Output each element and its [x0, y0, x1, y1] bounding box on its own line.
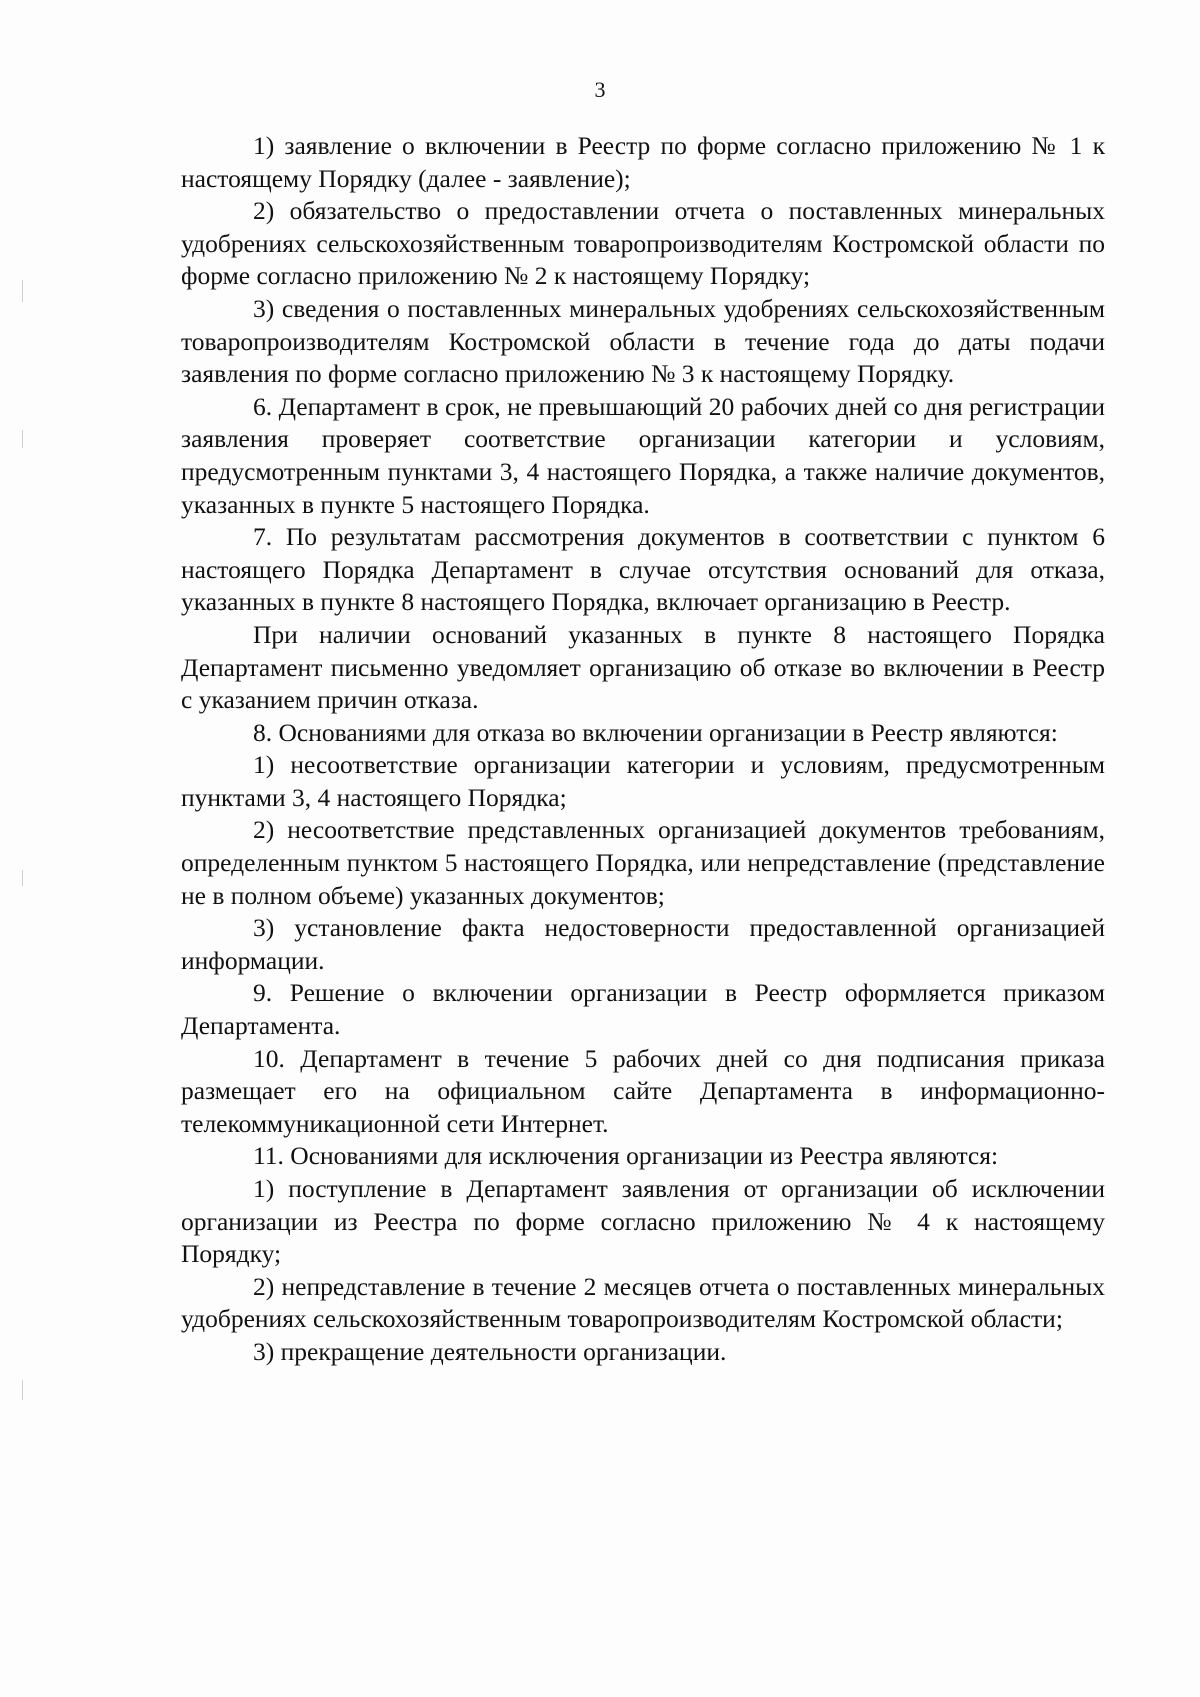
paragraph-obligation: 2) обязательство о предоставлении отчета о поставленных минеральных удобрениях сельскохозяйственным товаропроизводителям Костромской области по форме согласно приложению № 2 к настоящему Порядку; [181, 196, 1105, 291]
scan-artifact [22, 430, 23, 448]
page-number: 3 [594, 77, 606, 102]
document-body [181, 130, 1105, 1369]
paragraph-exclusion-ground-3: 3) прекращение деятельности организации. [253, 1336, 727, 1366]
scan-artifact [22, 280, 23, 302]
paragraph-refusal-ground-1: 1) несоответствие организации категории и условиям, предусмотренным пунктами 3, 4 настоящего Порядка; [181, 750, 1105, 812]
paragraph-refusal-ground-2: 2) несоответствие представленных организацией документов требованиям, определенным пунктом 5 настоящего Порядка, или непредставление (представление не в полном объеме) указанных документов; [181, 815, 1105, 910]
paragraph-exclusion-ground-2: 2) непредставление в течение 2 месяцев отчета о поставленных минеральных удобрениях сельскохозяйственным товаропроизводителям Костромской области; [181, 1271, 1105, 1334]
paragraph-item-7: 7. По результатам рассмотрения документов в соответствии с пунктом 6 настоящего Порядка Департамент в случае отсутствия оснований для отказа, указанных в пункте 8 настоящего Порядка, включает организацию в Реестр. [181, 522, 1105, 617]
paragraph-supply-info: 3) сведения о поставленных минеральных удобрениях сельскохозяйственным товаропроизводителям Костромской области в течение года до даты подачи заявления по форме согласно приложению № 3 к настоящему Порядку. [181, 293, 1105, 389]
paragraph-application: 1) заявление о включении в Реестр по форме согласно приложению № 1 к настоящему Порядку (далее - заявление); [181, 131, 1105, 193]
scan-artifact [22, 870, 23, 886]
paragraph-exclusion-ground-1: 1) поступление в Департамент заявления от организации об исключении организации из Реестра по форме согласно приложению № 4 к настоящему Порядку; [181, 1174, 1105, 1269]
scan-artifact [22, 1380, 23, 1400]
paragraph-item-6: 6. Департамент в срок, не превышающий 20 рабочих дней со дня регистрации заявления проверяет соответствие организации категории и условиям, предусмотренным пунктами 3, 4 настоящего Порядка, а также наличие документов, указанных в пункте 5 настоящего Порядка. [181, 391, 1105, 519]
paragraph-item-10: 10. Департамент в течение 5 рабочих дней со дня подписания приказа размещает его на официальном сайте Департамента в информационно-телекоммуникационной сети Интернет. [181, 1043, 1105, 1138]
paragraph-item-9: 9. Решение о включении организации в Реестр оформляется приказом Департамента. [181, 978, 1105, 1041]
paragraph-item-8: 8. Основаниями для отказа во включении организации в Реестр являются: [253, 717, 1058, 747]
paragraph-refusal-ground-3: 3) установление факта недостоверности предоставленной организацией информации. [181, 913, 1105, 975]
paragraph-refusal-notice: При наличии оснований указанных в пункте 8 настоящего Порядка Департамент письменно уведомляет организацию об отказе во включении в Реестр с указанием причин отказа. [181, 619, 1105, 715]
paragraph-item-11: 11. Основаниями для исключения организации из Реестра являются: [253, 1141, 999, 1171]
